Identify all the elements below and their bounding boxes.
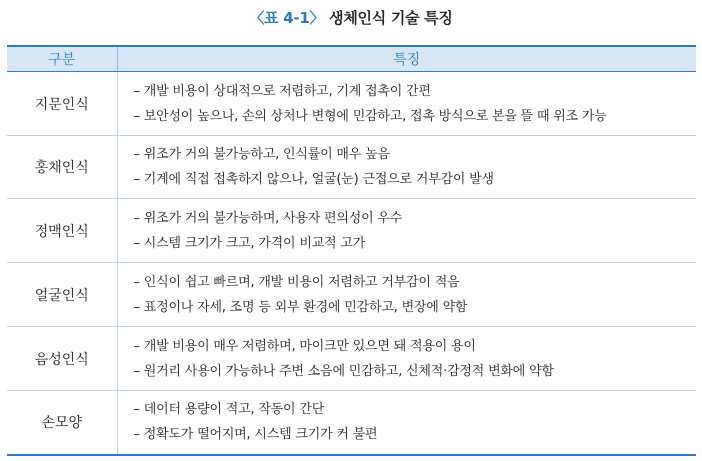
row-category: 정맥인식 — [7, 199, 117, 263]
header-category: 구분 — [7, 46, 117, 72]
row-category: 음성인식 — [7, 327, 117, 391]
table-header-row — [7, 46, 696, 72]
table-row — [7, 327, 696, 391]
header-features: 특징 — [117, 46, 696, 72]
row-features — [117, 263, 696, 327]
table-row — [7, 391, 696, 455]
table-caption — [0, 7, 702, 28]
feature-line: – 인식이 쉽고 빠르며, 개발 비용이 저렴하고 거부감이 적음 — [133, 274, 460, 290]
table-row — [7, 199, 696, 263]
biometric-features-table — [7, 45, 696, 456]
row-features — [117, 199, 696, 263]
feature-line: – 위조가 거의 불가능하고, 인식률이 매우 높음 — [133, 147, 390, 162]
feature-line: – 보안성이 높으나, 손의 상처나 변형에 민감하고, 접촉 방식으로 본을 뜰 때 위조 가능 — [133, 108, 607, 124]
row-features — [117, 136, 696, 199]
feature-line: – 표정이나 자세, 조명 등 외부 환경에 민감하고, 변장에 약함 — [133, 299, 468, 315]
feature-line: – 위조가 거의 불가능하며, 사용자 편의성이 우수 — [133, 210, 403, 226]
feature-line: – 정확도가 떨어지며, 시스템 크기가 커 불편 — [133, 427, 378, 443]
table-row — [7, 72, 696, 136]
feature-line: – 시스템 크기가 크고, 가격이 비교적 고가 — [133, 235, 366, 251]
row-category: 홍채인식 — [7, 136, 117, 199]
feature-line: – 개발 비용이 상대적으로 저렴하고, 기계 접촉이 간편 — [133, 83, 431, 99]
row-features — [117, 327, 696, 391]
caption-title: 생체인식 기술 특징 — [329, 9, 453, 27]
row-category: 얼굴인식 — [7, 263, 117, 327]
caption-number: 〈표 4-1〉 — [249, 9, 325, 27]
row-category: 손모양 — [7, 391, 117, 455]
row-category: 지문인식 — [7, 72, 117, 136]
feature-line: – 개발 비용이 매우 저렴하며, 마이크만 있으면 돼 적용이 용이 — [133, 338, 476, 354]
feature-line: – 데이터 용량이 적고, 작동이 간단 — [133, 402, 325, 418]
table-row — [7, 263, 696, 327]
row-features — [117, 72, 696, 136]
feature-line: – 원거리 사용이 가능하나 주변 소음에 민감하고, 신체적·감정적 변화에 약함 — [133, 363, 554, 379]
table-row — [7, 136, 696, 199]
feature-line: – 기계에 직접 접촉하지 않으나, 얼굴(눈) 근접으로 거부감이 발생 — [133, 172, 494, 187]
row-features — [117, 391, 696, 455]
